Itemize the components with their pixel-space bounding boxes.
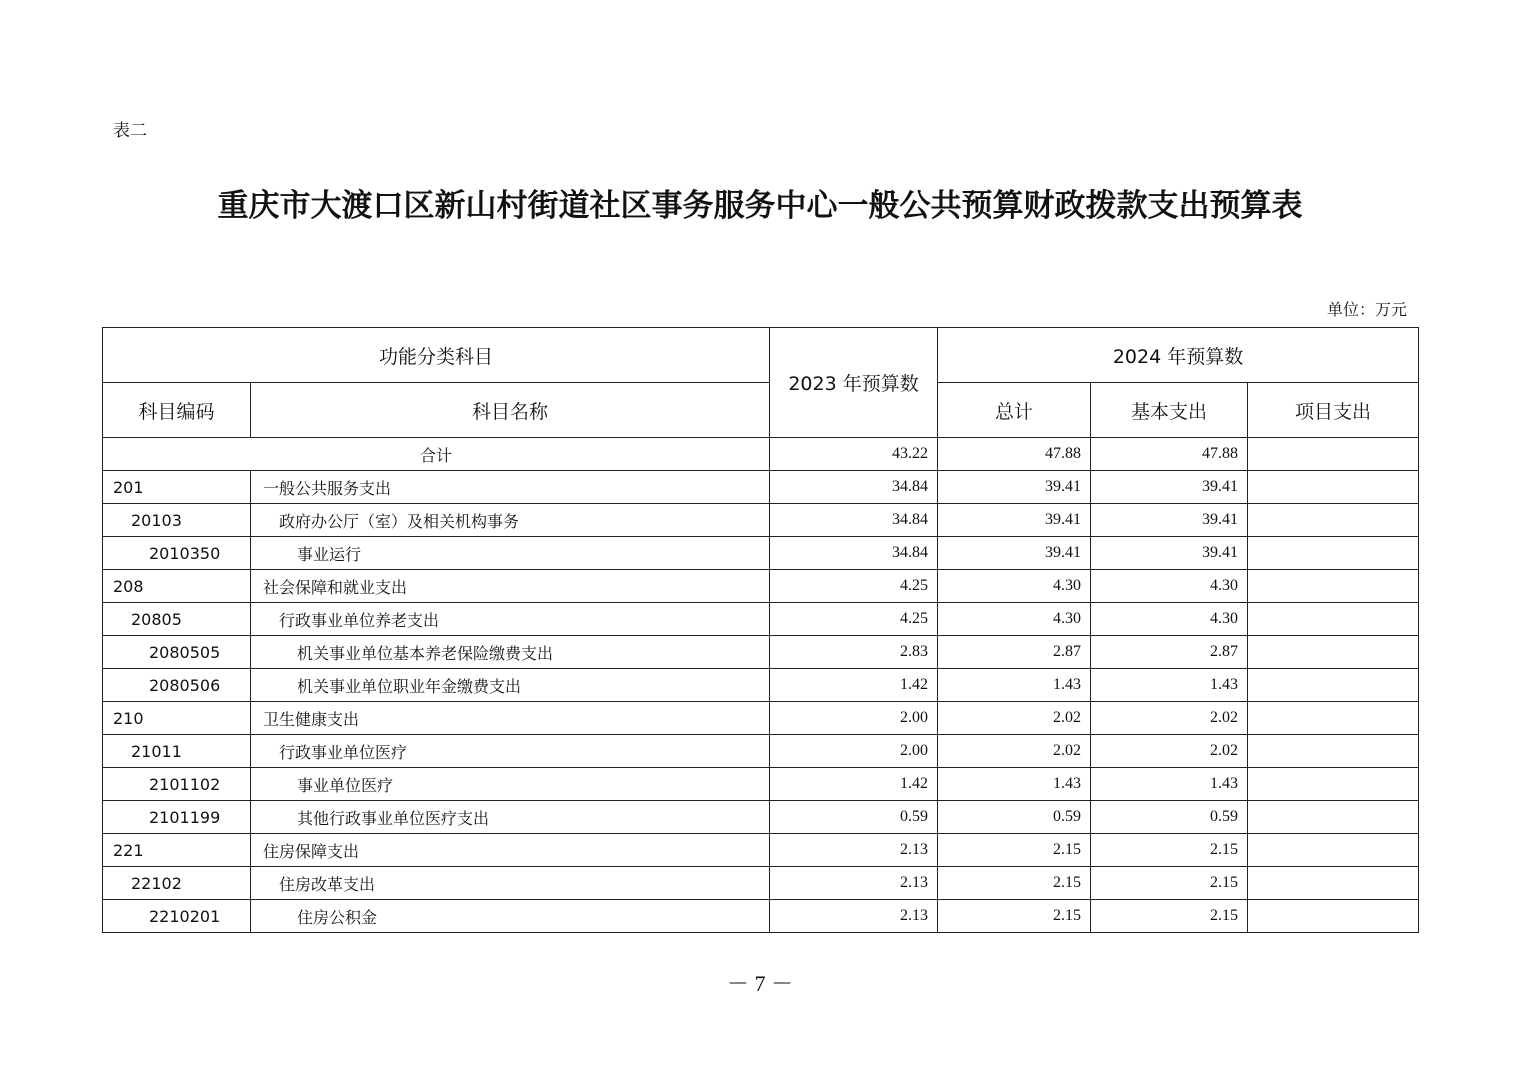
cell-code: 20805 [103, 603, 251, 636]
cell-name: 住房改革支出 [251, 867, 770, 900]
cell-basic: 2.87 [1091, 636, 1248, 669]
budget-table [102, 327, 1419, 933]
table-row [103, 603, 1419, 636]
table-row [103, 801, 1419, 834]
cell-b2023: 1.42 [770, 669, 938, 702]
cell-b2023: 1.42 [770, 768, 938, 801]
cell-total: 47.88 [938, 438, 1091, 471]
cell-total: 4.30 [938, 603, 1091, 636]
cell-basic: 2.15 [1091, 834, 1248, 867]
table-row [103, 504, 1419, 537]
cell-code: 2101199 [103, 801, 251, 834]
cell-code: 208 [103, 570, 251, 603]
cell-basic: 2.15 [1091, 867, 1248, 900]
cell-basic: 47.88 [1091, 438, 1248, 471]
cell-total: 1.43 [938, 669, 1091, 702]
cell-basic: 2.15 [1091, 900, 1248, 933]
cell-name: 其他行政事业单位医疗支出 [251, 801, 770, 834]
cell-code: 221 [103, 834, 251, 867]
cell-code: 2080506 [103, 669, 251, 702]
cell-b2023: 34.84 [770, 504, 938, 537]
unit-label: 单位：万元 [1326, 300, 1407, 319]
cell-basic: 39.41 [1091, 504, 1248, 537]
cell-project [1248, 504, 1419, 537]
page-number: － 7 － [726, 971, 793, 996]
cell-name: 行政事业单位医疗 [251, 735, 770, 768]
table-row [103, 669, 1419, 702]
cell-total: 2.15 [938, 834, 1091, 867]
cell-b2023: 2.00 [770, 702, 938, 735]
table-row [103, 537, 1419, 570]
cell-name: 住房公积金 [251, 900, 770, 933]
cell-project [1248, 537, 1419, 570]
cell-total: 39.41 [938, 537, 1091, 570]
header-basic-expense: 基本支出 [1091, 383, 1248, 438]
cell-basic: 0.59 [1091, 801, 1248, 834]
cell-basic: 1.43 [1091, 768, 1248, 801]
cell-total: 2.02 [938, 702, 1091, 735]
cell-b2023: 34.84 [770, 471, 938, 504]
cell-code: 2210201 [103, 900, 251, 933]
cell-project [1248, 801, 1419, 834]
cell-project [1248, 570, 1419, 603]
cell-total: 2.02 [938, 735, 1091, 768]
cell-total: 39.41 [938, 504, 1091, 537]
cell-basic: 2.02 [1091, 735, 1248, 768]
table-row [103, 834, 1419, 867]
cell-total: 39.41 [938, 471, 1091, 504]
cell-code: 21011 [103, 735, 251, 768]
cell-name: 事业运行 [251, 537, 770, 570]
table-row [103, 735, 1419, 768]
cell-code: 2010350 [103, 537, 251, 570]
table-row [103, 471, 1419, 504]
cell-project [1248, 438, 1419, 471]
cell-b2023: 4.25 [770, 603, 938, 636]
cell-b2023: 2.13 [770, 867, 938, 900]
cell-name: 卫生健康支出 [251, 702, 770, 735]
cell-total: 4.30 [938, 570, 1091, 603]
table-row-total [103, 438, 1419, 471]
cell-name: 行政事业单位养老支出 [251, 603, 770, 636]
cell-b2023: 2.83 [770, 636, 938, 669]
cell-project [1248, 702, 1419, 735]
cell-project [1248, 867, 1419, 900]
table-row [103, 768, 1419, 801]
cell-basic: 4.30 [1091, 603, 1248, 636]
cell-b2023: 43.22 [770, 438, 938, 471]
cell-project [1248, 471, 1419, 504]
cell-basic: 39.41 [1091, 471, 1248, 504]
cell-name: 事业单位医疗 [251, 768, 770, 801]
cell-project [1248, 900, 1419, 933]
header-project-expense: 项目支出 [1248, 383, 1419, 438]
header-functional-category: 功能分类科目 [103, 328, 770, 383]
cell-name: 一般公共服务支出 [251, 471, 770, 504]
cell-name: 政府办公厅（室）及相关机构事务 [251, 504, 770, 537]
cell-code: 210 [103, 702, 251, 735]
cell-name: 机关事业单位基本养老保险缴费支出 [251, 636, 770, 669]
table-row [103, 570, 1419, 603]
total-label: 合计 [103, 438, 770, 471]
cell-total: 2.15 [938, 900, 1091, 933]
cell-code: 2080505 [103, 636, 251, 669]
cell-b2023: 34.84 [770, 537, 938, 570]
header-subject-code: 科目编码 [103, 383, 251, 438]
cell-code: 22102 [103, 867, 251, 900]
cell-total: 1.43 [938, 768, 1091, 801]
cell-name: 住房保障支出 [251, 834, 770, 867]
cell-total: 0.59 [938, 801, 1091, 834]
cell-code: 2101102 [103, 768, 251, 801]
cell-name: 机关事业单位职业年金缴费支出 [251, 669, 770, 702]
cell-basic: 1.43 [1091, 669, 1248, 702]
cell-code: 201 [103, 471, 251, 504]
cell-b2023: 2.13 [770, 900, 938, 933]
cell-code: 20103 [103, 504, 251, 537]
cell-total: 2.15 [938, 867, 1091, 900]
header-total: 总计 [938, 383, 1091, 438]
header-subject-name: 科目名称 [251, 383, 770, 438]
cell-project [1248, 735, 1419, 768]
cell-basic: 4.30 [1091, 570, 1248, 603]
table-row [103, 900, 1419, 933]
cell-project [1248, 768, 1419, 801]
cell-b2023: 2.00 [770, 735, 938, 768]
table-row [103, 702, 1419, 735]
cell-basic: 39.41 [1091, 537, 1248, 570]
cell-b2023: 2.13 [770, 834, 938, 867]
cell-project [1248, 669, 1419, 702]
document-title: 重庆市大渡口区新山村街道社区事务服务中心一般公共预算财政拨款支出预算表 [217, 188, 1303, 224]
table-label: 表二 [113, 121, 147, 141]
cell-project [1248, 834, 1419, 867]
table-row [103, 867, 1419, 900]
cell-project [1248, 636, 1419, 669]
cell-project [1248, 603, 1419, 636]
cell-basic: 2.02 [1091, 702, 1248, 735]
cell-b2023: 0.59 [770, 801, 938, 834]
cell-total: 2.87 [938, 636, 1091, 669]
cell-b2023: 4.25 [770, 570, 938, 603]
table-row [103, 636, 1419, 669]
header-budget-2023: 2023 年预算数 [770, 328, 938, 438]
header-budget-2024: 2024 年预算数 [938, 328, 1419, 383]
cell-name: 社会保障和就业支出 [251, 570, 770, 603]
